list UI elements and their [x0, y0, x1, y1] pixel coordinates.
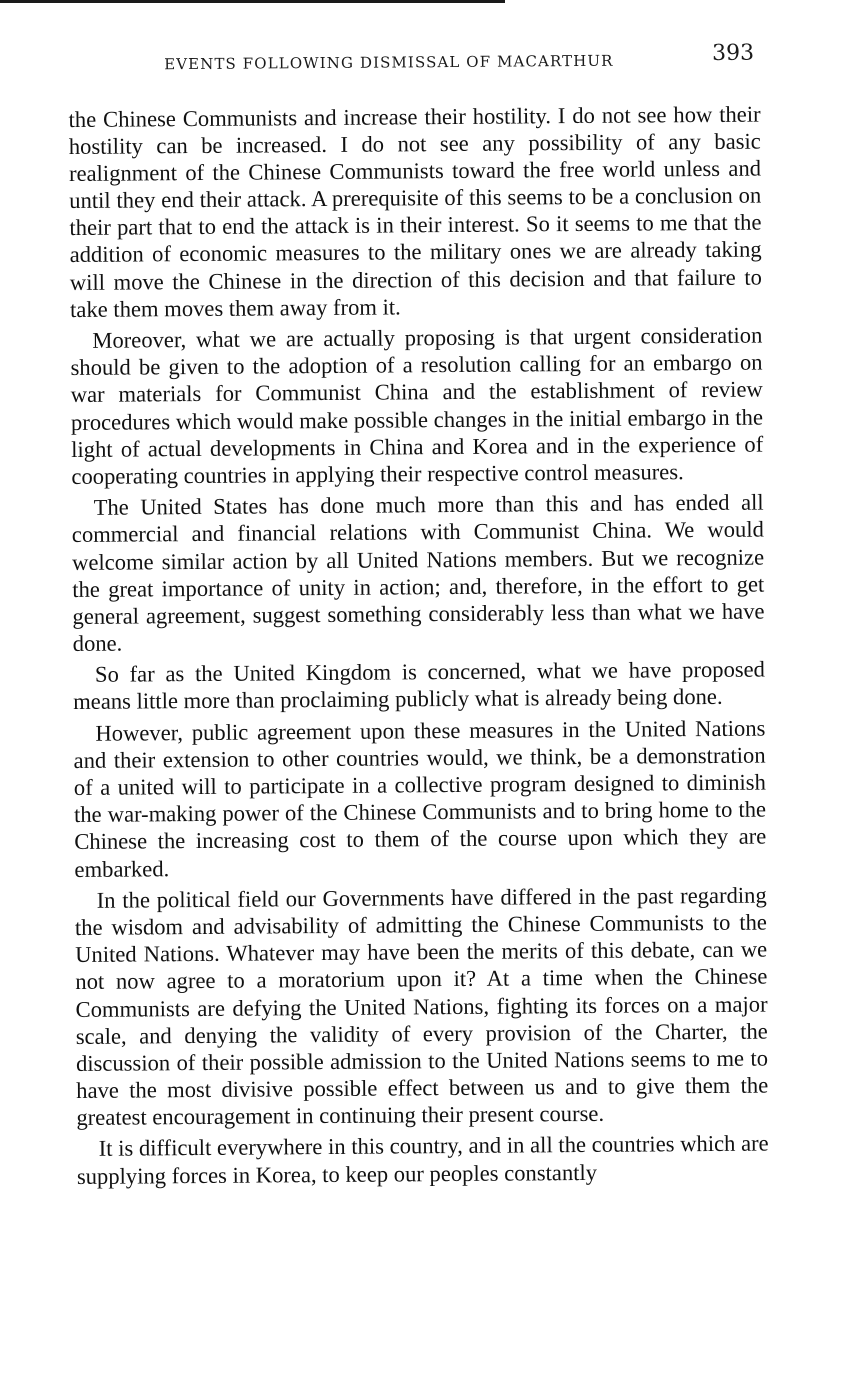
running-head-title: EVENTS FOLLOWING DISMISSAL OF MACARTHUR: [164, 51, 614, 74]
paragraph: However, public agreement upon these measures in the United Nations and their extension to other countries would, we think, be a demonstration of a united will to participate in a collective program designed to diminish the war-making power of the Chinese Communists and to bring home to the Chinese the increasing cost to them of the course upon which they are embarked.: [73, 715, 767, 882]
paragraph: Moreover, what we are actually proposing is that urgent consideration should be given to the adoption of a resolution calling for an embargo on war materials for Communist China and the establishment of review procedures which would make possible changes in the initial embargo in the light of actual developments in China and Korea and in the experience of cooperating countries in applying their respective control measures.: [70, 322, 764, 489]
paragraph: the Chinese Communists and increase their hostility. I do not see how their hostility can be increased. I do not see any possibility of any basic realignment of the Chinese Communists toward the free world unless and until they end their attack. A prerequisite of this seems to be a conclusion on their part that to end the attack is in their interest. So it seems to me that the addition of economic measures to the military ones we are already taking will move the Chinese in the direction of this decision and that failure to take them moves them away from it.: [68, 101, 762, 322]
paragraph: So far as the United Kingdom is concerned, what we have proposed means little more than proclaiming publicly what is already being done.: [73, 656, 766, 715]
book-page: [68, 39, 769, 1195]
page-number: 393: [711, 40, 755, 66]
paragraph: It is difficult everywhere in this country, and in all the countries which are supplying forces in Korea, to keep our peoples constantly: [76, 1131, 769, 1189]
top-edge-rule: [0, 0, 505, 3]
paragraph: The United States has done much more than this and has ended all commercial and financial relations with Communist China. We would welcome similar action by all United Nations members. But we recognize the great importance of unity in action; and, therefore, in the effort to get general agreement, suggest something considerably less than what we have done.: [71, 489, 765, 656]
running-head: [68, 39, 760, 106]
paragraph: In the political field our Governments have differed in the past regarding the wisdom and advisability of admitting the Chinese Communists to the United Nations. Whatever may have been the merits of this debate, can we not now agree to a moratorium upon it? At a time when the Chinese Communists are defying the United Nations, fighting its forces on a major scale, and denying the validity of every provision of the Charter, the discussion of their possible admission to the United Nations seems to me to have the most divisive possible effect between us and to give them the greatest encouragement in continuing their present course.: [74, 882, 769, 1130]
body-text: [68, 101, 768, 1190]
